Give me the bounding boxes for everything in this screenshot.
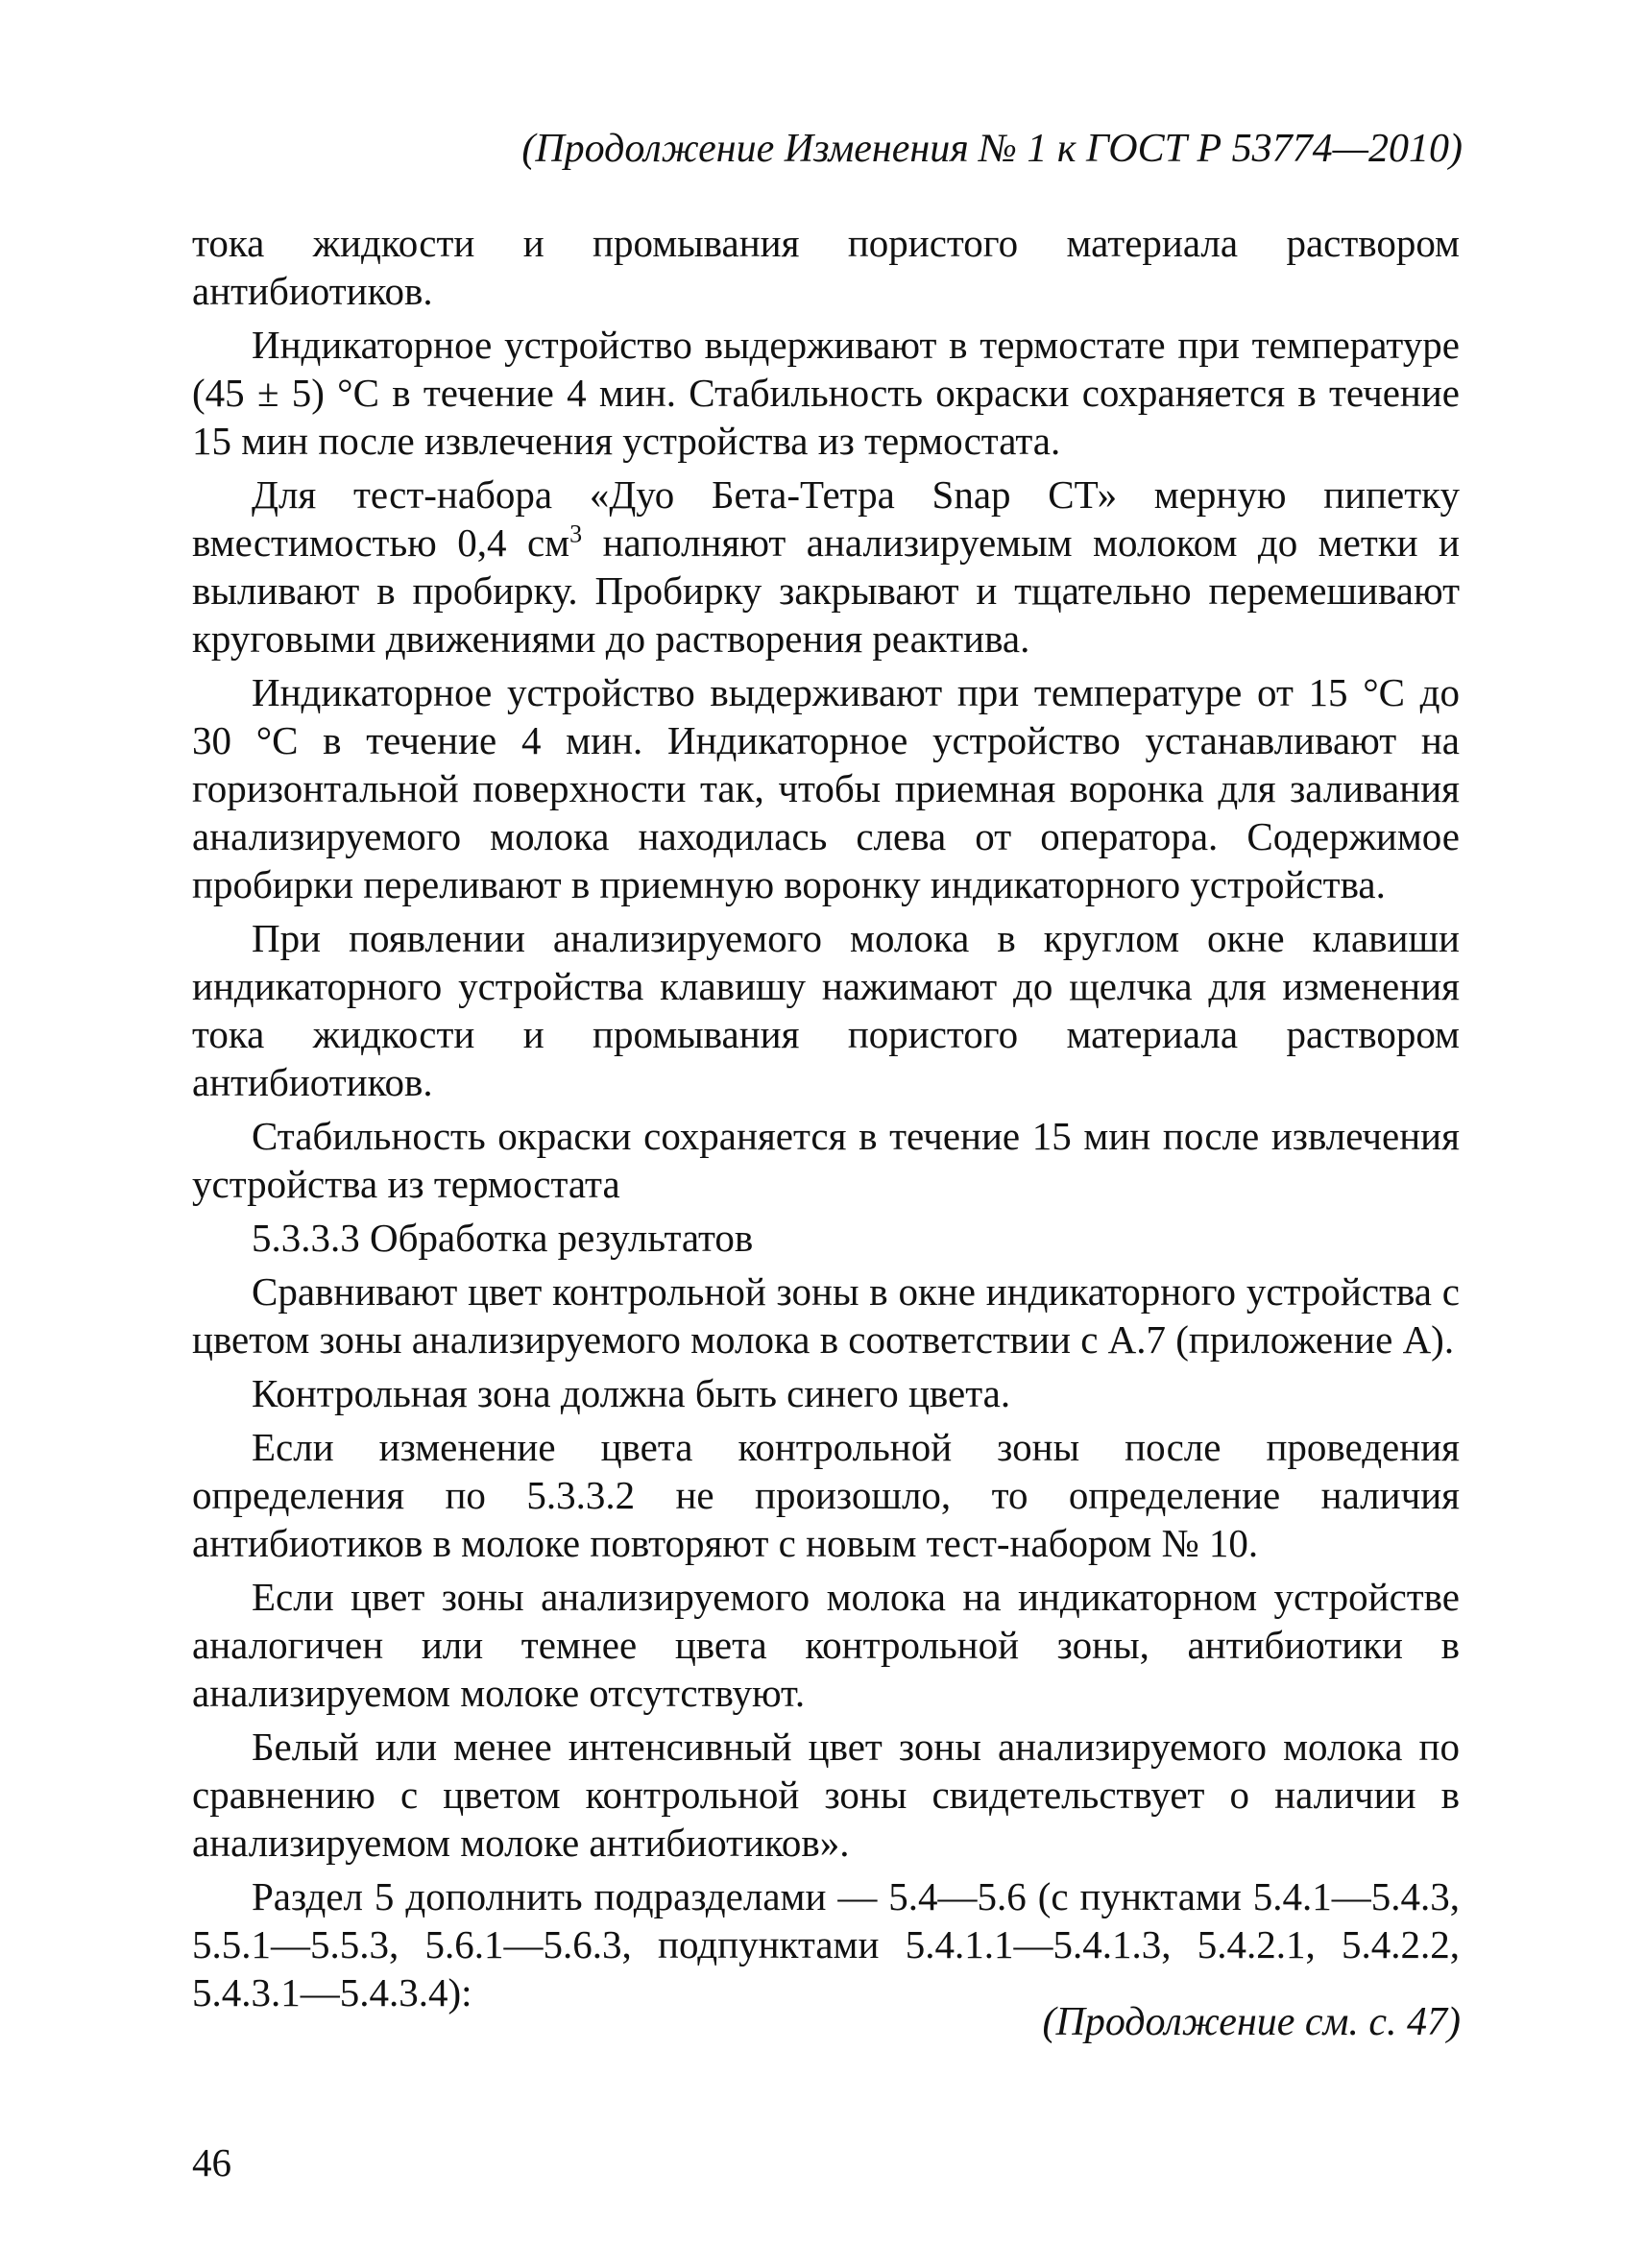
continuation-header: (Продолжение Изменения № 1 к ГОСТ Р 53774—2010): [521, 127, 1463, 171]
paragraph-6: Стабильность окраски сохраняется в течение 15 мин после извлечения устройства из термостата: [192, 1114, 1460, 1206]
page-number: 46: [192, 2140, 231, 2184]
document-body: [192, 219, 1460, 2022]
paragraph-11: Белый или менее интенсивный цвет зоны анализируемого молока по сравнению с цветом контрольной зоны свидетельствует о наличии в анализируемом молоке антибиотиков».: [192, 1725, 1460, 1865]
paragraph-3-part-2: наполняют анализируемым молоком до метки и выливают в пробирку. Пробирку закрывают и тщательно перемешивают круговыми движениями до растворения реактива.: [192, 520, 1460, 661]
paragraph-1: тока жидкости и промывания пористого материала раствором антибиотиков.: [192, 221, 1460, 313]
paragraph-5: При появлении анализируемого молока в круглом окне клавиши индикаторного устройства клавишу нажимают до щелчка для изменения тока жидкости и промывания пористого материала раствором антибиотиков.: [192, 916, 1460, 1104]
paragraph-10: Если цвет зоны анализируемого молока на индикаторном устройстве аналогичен или темнее цвета контрольной зоны, антибиотики в анализируемом молоке отсутствуют.: [192, 1575, 1460, 1715]
superscript-3: 3: [569, 519, 583, 548]
paragraph-12: Раздел 5 дополнить подразделами — 5.4—5.6 (с пунктами 5.4.1—5.4.3, 5.5.1—5.5.3, 5.6.1—5.6.3, подпунктами 5.4.1.1—5.4.1.3, 5.4.2.1, 5.4.2.2, 5.4.3.1—5.4.3.4):: [192, 1874, 1460, 2015]
paragraph-9: Если изменение цвета контрольной зоны после проведения определения по 5.3.3.2 не произошло, то определение наличия антибиотиков в молоке повторяют с новым тест-набором № 10.: [192, 1425, 1460, 1565]
paragraph-3: [192, 470, 1460, 663]
continuation-footer: (Продолжение см. с. 47): [1042, 2000, 1461, 2044]
paragraph-8: Контрольная зона должна быть синего цвета.: [252, 1371, 1011, 1415]
paragraph-2: Индикаторное устройство выдерживают в термостате при температуре (45 ± 5) °С в течение 4 мин. Стабильность окраски сохраняется в течение 15 мин после извлечения устройства из термостата.: [192, 323, 1460, 463]
subsection-heading: 5.3.3.3 Обработка результатов: [252, 1216, 754, 1260]
paragraph-4: Индикаторное устройство выдерживают при температуре от 15 °С до 30 °С в течение 4 мин. Индикаторное устройство устанавливают на горизонтальной поверхности так, чтобы приемная воронка для заливания анализируемого молока находилась слева от оператора. Содержимое пробирки переливают в приемную воронку индикаторного устройства.: [192, 670, 1460, 906]
paragraph-3-part-1: Для тест-набора «Дуо Бета-Тетра Snap СТ» мерную пипетку вместимостью 0,4 см: [192, 472, 1460, 565]
paragraph-7: Сравнивают цвет контрольной зоны в окне индикаторного устройства с цветом зоны анализируемого молока в соответствии с А.7 (приложение А).: [192, 1269, 1460, 1362]
